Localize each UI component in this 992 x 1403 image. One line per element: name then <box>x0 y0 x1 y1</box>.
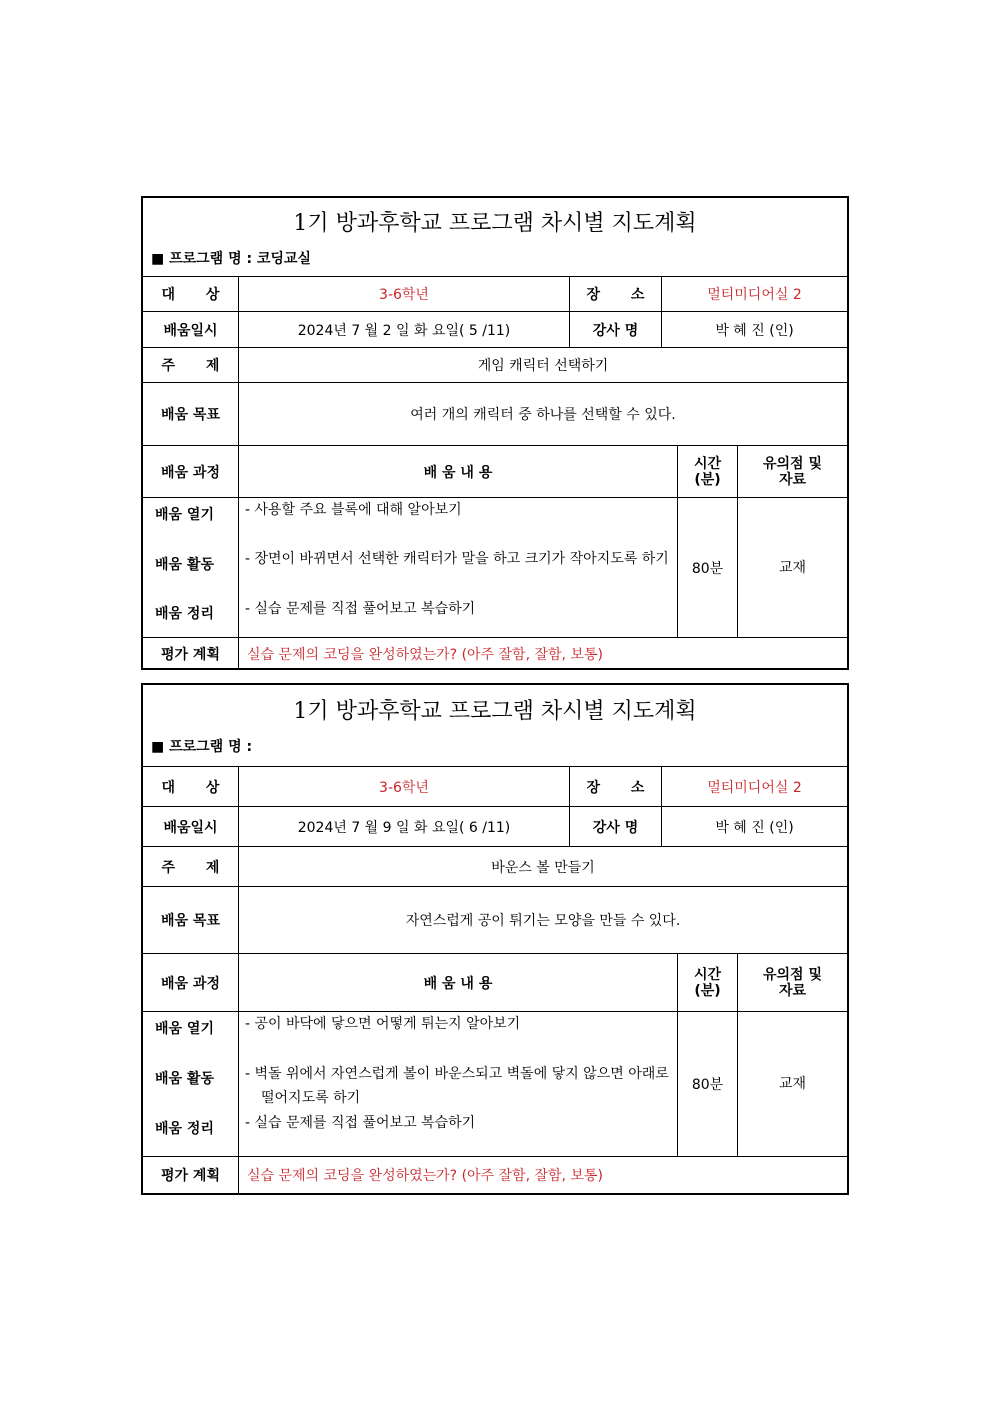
place-label: 장 소 <box>570 767 662 806</box>
process-label: 배움 과정 <box>143 446 239 497</box>
process-body-row <box>143 498 847 638</box>
eval-value: 실습 문제의 코딩을 완성하였는가? (아주 잘함, 잘함, 보통) <box>247 647 603 663</box>
eval-row <box>143 638 847 670</box>
note-value: 교재 <box>778 559 807 576</box>
teacher-value: 박 혜 진 (인) <box>715 322 794 339</box>
goal-row <box>143 887 847 954</box>
date-label: 배움일시 <box>143 312 239 347</box>
topic-value: 게임 캐릭터 선택하기 <box>477 358 609 374</box>
stage-column <box>143 498 239 637</box>
time-header: 시간 (분) <box>678 446 738 497</box>
place-value: 멀티미디어실 2 <box>707 287 802 303</box>
eval-label: 평가 계획 <box>143 1157 239 1193</box>
program-name: ■ 프로그램 명 : 코딩교실 <box>151 251 312 267</box>
target-row <box>143 277 847 312</box>
process-header-row <box>143 954 847 1012</box>
content-column <box>239 1012 678 1156</box>
date-value: 2024년 7 월 9 일 화 요일( 6 /11) <box>239 807 570 846</box>
goal-label: 배움 목표 <box>143 887 239 953</box>
topic-label: 주 제 <box>143 847 239 886</box>
content-line: - 공이 바닥에 닿으면 어떻게 튀는지 알아보기 <box>245 1016 521 1032</box>
target-label: 대 상 <box>143 277 239 311</box>
goal-row <box>143 383 847 446</box>
note-header: 유의점 및 자료 <box>763 966 822 999</box>
lesson-plan-2 <box>141 683 849 1195</box>
topic-value: 바운스 볼 만들기 <box>491 859 595 876</box>
program-name: ■ 프로그램 명 : <box>151 739 253 755</box>
place-value: 멀티미디어실 2 <box>707 779 802 796</box>
target-label: 대 상 <box>143 767 239 806</box>
stage-activity: 배움 활동 <box>155 557 214 573</box>
place-label: 장 소 <box>570 277 662 311</box>
eval-row <box>143 1157 847 1193</box>
process-body-row <box>143 1012 847 1157</box>
note-header: 유의점 및 자료 <box>763 455 822 488</box>
stage-activity: 배움 활동 <box>155 1071 214 1087</box>
plan-title: 1기 방과후학교 프로그램 차시별 지도계획 <box>293 211 697 236</box>
goal-value: 자연스럽게 공이 튀기는 모양을 만들 수 있다. <box>405 913 681 929</box>
time-value: 80분 <box>678 498 738 637</box>
date-label: 배움일시 <box>143 807 239 846</box>
content-header: 배 움 내 용 <box>239 954 678 1011</box>
stage-opening: 배움 열기 <box>155 1021 214 1037</box>
topic-row <box>143 847 847 887</box>
eval-value: 실습 문제의 코딩을 완성하였는가? (아주 잘함, 잘함, 보통) <box>247 1168 603 1184</box>
plan-header <box>143 685 847 767</box>
content-column <box>239 498 678 637</box>
teacher-label: 강사 명 <box>570 312 662 347</box>
goal-value: 여러 개의 캐릭터 중 하나를 선택할 수 있다. <box>410 407 676 423</box>
time-header: 시간 (분) <box>678 954 738 1011</box>
target-value: 3-6학년 <box>239 767 570 806</box>
stage-closing: 배움 정리 <box>155 606 214 622</box>
teacher-label: 강사 명 <box>570 807 662 846</box>
target-row <box>143 767 847 807</box>
time-value: 80분 <box>678 1012 738 1156</box>
note-value: 교재 <box>778 1076 807 1092</box>
content-line: - 실습 문제를 직접 풀어보고 복습하기 <box>245 601 476 617</box>
content-line: - 실습 문제를 직접 풀어보고 복습하기 <box>245 1115 476 1131</box>
date-value: 2024년 7 월 2 일 화 요일( 5 /11) <box>239 312 570 347</box>
content-line: - 장면이 바뀌면서 선택한 캐릭터가 말을 하고 크기가 작아지도록 하기 <box>245 551 669 567</box>
topic-label: 주 제 <box>143 348 239 382</box>
content-header: 배 움 내 용 <box>239 446 678 497</box>
goal-label: 배움 목표 <box>143 383 239 445</box>
content-line: - 벽돌 위에서 자연스럽게 볼이 바운스되고 벽돌에 닿지 않으면 아래로 떨어지도록 하기 <box>245 1066 669 1106</box>
eval-label: 평가 계획 <box>143 638 239 670</box>
topic-row <box>143 348 847 383</box>
process-label: 배움 과정 <box>143 954 239 1011</box>
date-row <box>143 312 847 348</box>
target-value: 3-6학년 <box>239 277 570 311</box>
lesson-plan-1 <box>141 196 849 670</box>
process-header-row <box>143 446 847 498</box>
stage-closing: 배움 정리 <box>155 1121 214 1137</box>
stage-opening: 배움 열기 <box>155 507 214 523</box>
stage-column <box>143 1012 239 1156</box>
content-line: - 사용할 주요 블록에 대해 알아보기 <box>245 502 462 518</box>
teacher-value: 박 혜 진 (인) <box>715 819 794 836</box>
date-row <box>143 807 847 847</box>
plan-title: 1기 방과후학교 프로그램 차시별 지도계획 <box>293 699 697 724</box>
plan-header <box>143 198 847 277</box>
